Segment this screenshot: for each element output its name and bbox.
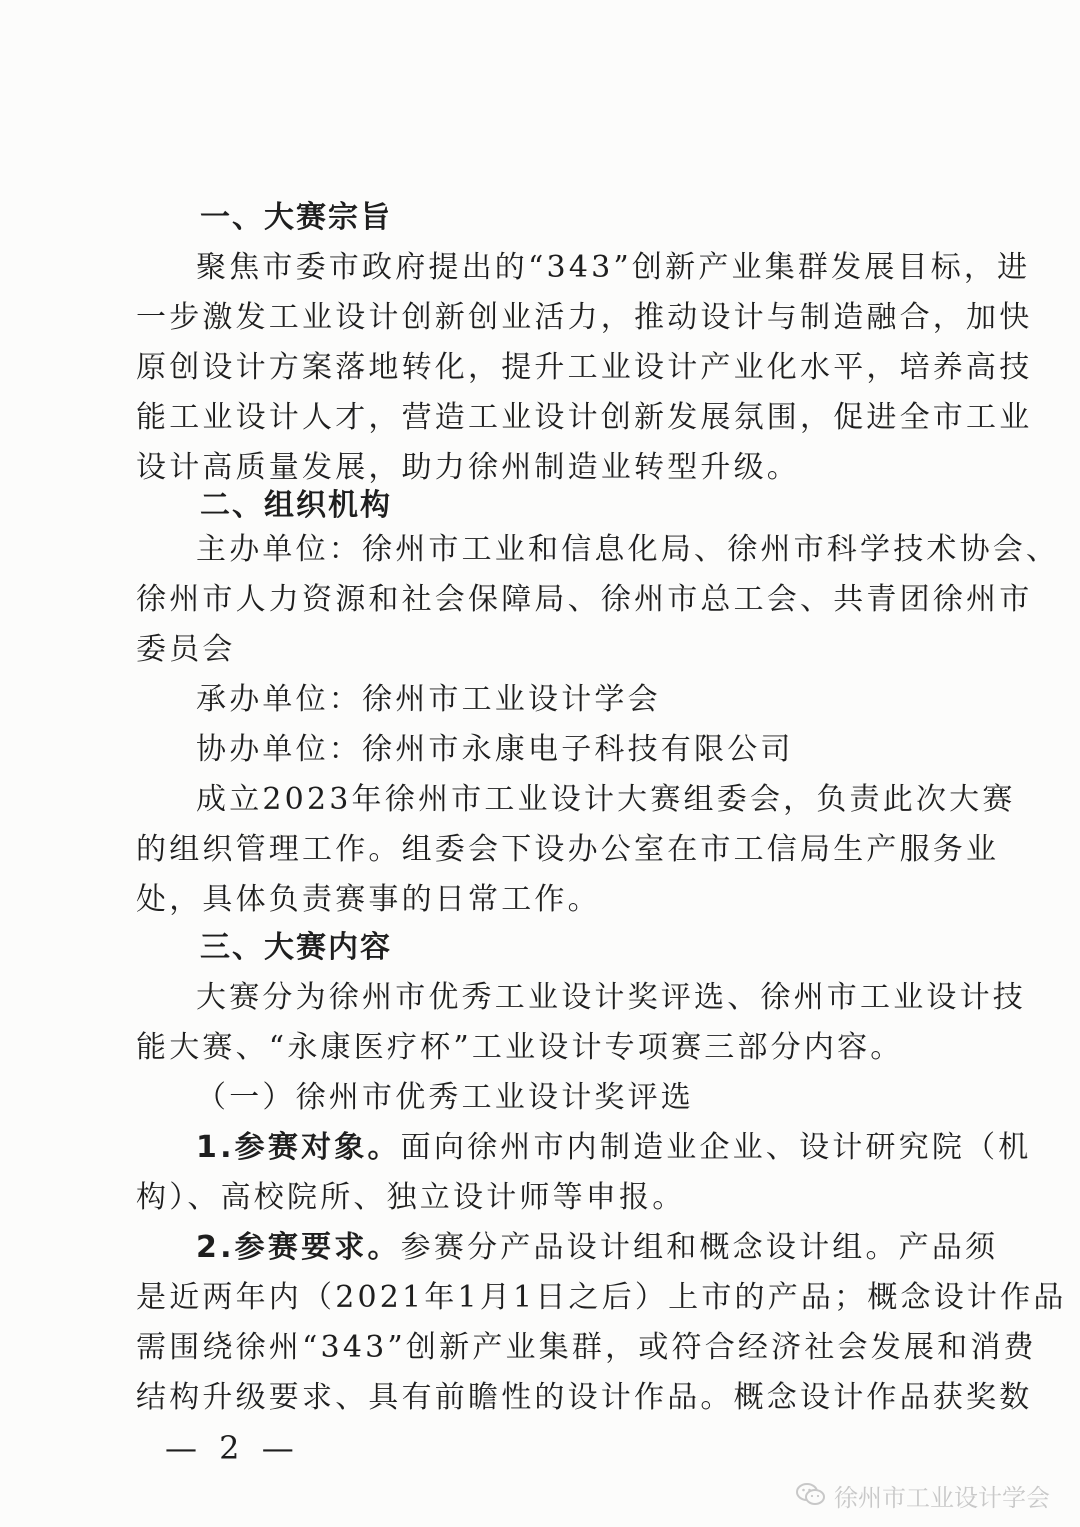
page-number: — 2 — — [165, 1429, 300, 1467]
paragraph-line: 聚焦市委市政府提出的“343”创新产业集群发展目标，进 — [196, 250, 1031, 285]
paragraph-line: 成立2023年徐州市工业设计大赛组委会，负责此次大赛 — [196, 782, 1016, 817]
paragraph-line: 设计高质量发展，助力徐州制造业转型升级。 — [136, 450, 800, 485]
paragraph-line: 委员会 — [136, 632, 236, 667]
paragraph-line: 主办单位：徐州市工业和信息化局、徐州市科学技术协会、 — [196, 532, 1060, 567]
paragraph-line: 能大赛、“永康医疗杯”工业设计专项赛三部分内容。 — [136, 1030, 904, 1065]
section-heading-purpose: 一、大赛宗旨 — [200, 200, 392, 235]
paragraph-line: 原创设计方案落地转化，提升工业设计产业化水平，培养高技 — [136, 350, 1033, 385]
paragraph-line: 能工业设计人才，营造工业设计创新发展氛围，促进全市工业 — [136, 400, 1033, 435]
paragraph-line: 承办单位：徐州市工业设计学会 — [196, 682, 661, 717]
section-heading-organization: 二、组织机构 — [200, 488, 392, 523]
paragraph-line — [196, 1228, 999, 1268]
paragraph-line: 需围绕徐州“343”创新产业集群，或符合经济社会发展和消费 — [136, 1330, 1037, 1365]
paragraph-line: 徐州市人力资源和社会保障局、徐州市总工会、共青团徐州市 — [136, 582, 1033, 617]
subsection-heading: （一）徐州市优秀工业设计奖评选 — [196, 1080, 694, 1115]
paragraph-line: 一步激发工业设计创新创业活力，推动设计与制造融合，加快 — [136, 300, 1033, 335]
paragraph-line: 结构升级要求、具有前瞻性的设计作品。概念设计作品获奖数 — [136, 1380, 1033, 1415]
item-text: 面向徐州市内制造业企业、设计研究院（机 — [400, 1130, 1032, 1165]
paragraph-line — [196, 1128, 1032, 1168]
wechat-icon — [796, 1482, 826, 1508]
watermark-text: 徐州市工业设计学会 — [834, 1483, 1050, 1512]
section-heading-content: 三、大赛内容 — [200, 930, 392, 965]
paragraph-line: 构）、高校院所、独立设计师等申报。 — [136, 1180, 686, 1215]
item-lead: 2.参赛要求。 — [196, 1230, 401, 1265]
paragraph-line: 是近两年内（2021年1月1日之后）上市的产品；概念设计作品 — [136, 1280, 1067, 1315]
item-text: 参赛分产品设计组和概念设计组。产品须 — [400, 1230, 999, 1265]
wechat-watermark — [796, 1475, 1050, 1515]
paragraph-line: 协办单位：徐州市永康电子科技有限公司 — [196, 732, 794, 767]
paragraph-line: 处，具体负责赛事的日常工作。 — [136, 882, 601, 917]
paragraph-line: 的组织管理工作。组委会下设办公室在市工信局生产服务业 — [136, 832, 1000, 867]
paragraph-line: 大赛分为徐州市优秀工业设计奖评选、徐州市工业设计技 — [196, 980, 1026, 1015]
item-lead: 1.参赛对象。 — [196, 1130, 401, 1165]
